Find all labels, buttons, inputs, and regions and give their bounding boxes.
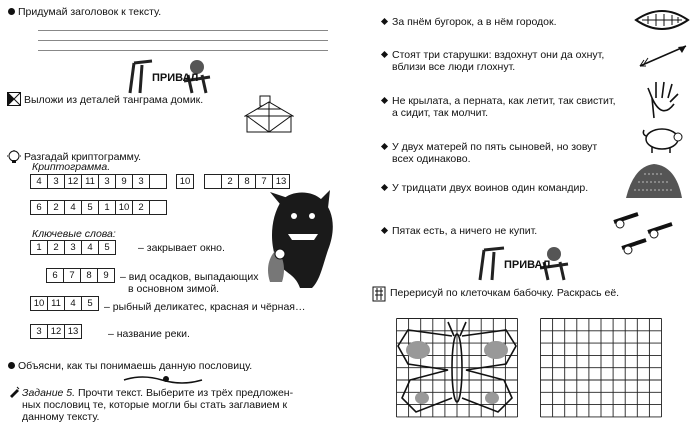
task5-line3: данному тексту. — [22, 411, 100, 422]
tangram-icon — [7, 92, 21, 106]
crypto-grid-row1b — [176, 174, 193, 189]
grid-cell: 3 — [132, 174, 150, 189]
grid-cell: 6 — [30, 200, 48, 215]
grid-cell: 3 — [98, 174, 116, 189]
bullet-icon — [8, 362, 15, 369]
rest-sign-text: ПРИВАЛ — [504, 259, 551, 271]
keyword4-grid — [30, 324, 81, 339]
butterfly-task: Перерисуй по клеточкам бабочку. Раскрась её. — [390, 287, 620, 299]
cannons-picture — [608, 208, 688, 258]
grid-cell: 2 — [221, 174, 239, 189]
grid-cell — [149, 174, 167, 189]
crypto-grid-row1c — [204, 174, 289, 189]
diamond-bullet-icon — [381, 227, 388, 234]
keyword2-clue-cont: в основном зимой. — [128, 283, 220, 295]
grid-cell: 2 — [47, 200, 65, 215]
grid-cell: 3 — [47, 174, 65, 189]
grid-cell: 11 — [47, 296, 65, 311]
pig-picture — [640, 124, 684, 154]
rest-sign-illustration — [470, 240, 570, 282]
mouth-teeth-picture — [634, 6, 690, 34]
grid-cell: 8 — [80, 268, 98, 283]
grid-cell: 2 — [132, 200, 150, 215]
crypto-grid-row2 — [30, 200, 166, 215]
diamond-bullet-icon — [381, 51, 388, 58]
diamond-bullet-icon — [381, 143, 388, 150]
task-title-heading: Придумай заголовок к тексту. — [8, 6, 161, 18]
riddle-4: У двух матерей по пять сыновей, но зовут — [382, 141, 597, 153]
grid-cell: 6 — [46, 268, 64, 283]
grid-cell: 4 — [81, 240, 99, 255]
grid-cell: 12 — [64, 174, 82, 189]
riddle-1: За пнём бугорок, а в нём городок. — [382, 16, 557, 28]
painter-icon — [372, 286, 386, 302]
grid-cell: 5 — [81, 200, 99, 215]
arrow-picture — [636, 42, 692, 70]
answer-line — [38, 30, 328, 31]
answer-line — [38, 40, 328, 41]
lightbulb-icon — [7, 150, 21, 164]
grid-cell: 3 — [64, 240, 82, 255]
task5-line1: Задание 5. Прочти текст. Выберите из трёх предложен- — [22, 387, 294, 399]
grid-cell — [204, 174, 222, 189]
proverb-task: Объясни, как ты понимаешь данную пословицу. — [8, 360, 252, 372]
diamond-bullet-icon — [381, 18, 388, 25]
grid-cell — [149, 200, 167, 215]
grid-cell: 4 — [30, 174, 48, 189]
diamond-bullet-icon — [381, 184, 388, 191]
riddle-4-cont: всех одинаково. — [392, 153, 471, 165]
answer-line — [38, 50, 328, 51]
grid-cell: 10 — [30, 296, 48, 311]
riddle-5: У тридцати двух воинов один командир. — [382, 182, 588, 194]
grid-cell: 1 — [98, 200, 116, 215]
grid-cell: 9 — [115, 174, 133, 189]
keyword1-clue: – закрывает окно. — [138, 242, 225, 254]
grid-cell: 1 — [30, 240, 48, 255]
grid-cell: 3 — [30, 324, 48, 339]
anthill-picture — [624, 160, 684, 200]
rest-sign-illustration — [122, 55, 214, 95]
keywords-label: Ключевые слова: — [32, 228, 116, 240]
rest-sign-text: ПРИВАЛ — [152, 72, 199, 84]
monster-illustration — [262, 190, 338, 290]
crypto-grid-row1 — [30, 174, 166, 189]
tangram-house — [244, 94, 294, 134]
keyword1-grid — [30, 240, 115, 255]
bullet-icon — [8, 8, 15, 15]
crypto-label: Криптограмма. — [32, 161, 111, 173]
grid-cell: 7 — [63, 268, 81, 283]
grid-cell: 4 — [64, 200, 82, 215]
keyword3-clue: – рыбный деликатес, красная и чёрная… — [104, 301, 306, 313]
grid-cell: 4 — [64, 296, 82, 311]
hand-picture — [644, 80, 680, 120]
grid-cell: 5 — [98, 240, 116, 255]
grid-cell: 7 — [255, 174, 273, 189]
grid-cell: 10 — [115, 200, 133, 215]
grid-cell: 5 — [81, 296, 99, 311]
grid-cell: 8 — [238, 174, 256, 189]
riddle-3-cont: а сидит, так молчит. — [392, 107, 489, 119]
diamond-bullet-icon — [381, 97, 388, 104]
grid-cell: 11 — [81, 174, 99, 189]
pencil-icon — [8, 386, 20, 398]
task5-line2: ных пословиц те, которые могли бы стать заглавием к — [22, 399, 288, 411]
butterfly-grid — [396, 318, 518, 418]
grid-cell: 10 — [176, 174, 194, 189]
riddle-2-cont: вблизи все люди глохнут. — [392, 61, 516, 73]
grid-cell: 13 — [64, 324, 82, 339]
riddle-3: Не крылата, а перната, как летит, так свистит, — [382, 95, 615, 107]
grid-cell: 12 — [47, 324, 65, 339]
decorative-divider — [122, 374, 212, 384]
empty-drawing-grid[interactable] — [540, 318, 662, 418]
crypto-task: Разгадай криптограмму. — [24, 151, 142, 163]
tangram-task: Выложи из деталей танграма домик. — [24, 94, 204, 106]
grid-cell: 13 — [272, 174, 290, 189]
keyword4-clue: – название реки. — [108, 328, 190, 340]
keyword2-clue: – вид осадков, выпадающих — [120, 271, 259, 283]
riddle-6: Пятак есть, а ничего не купит. — [382, 225, 537, 237]
grid-cell: 2 — [47, 240, 65, 255]
keyword3-grid — [30, 296, 98, 311]
keyword2-grid — [46, 268, 114, 283]
grid-cell: 9 — [97, 268, 115, 283]
riddle-2: Стоят три старушки: вздохнут они да охнут, — [382, 49, 604, 61]
